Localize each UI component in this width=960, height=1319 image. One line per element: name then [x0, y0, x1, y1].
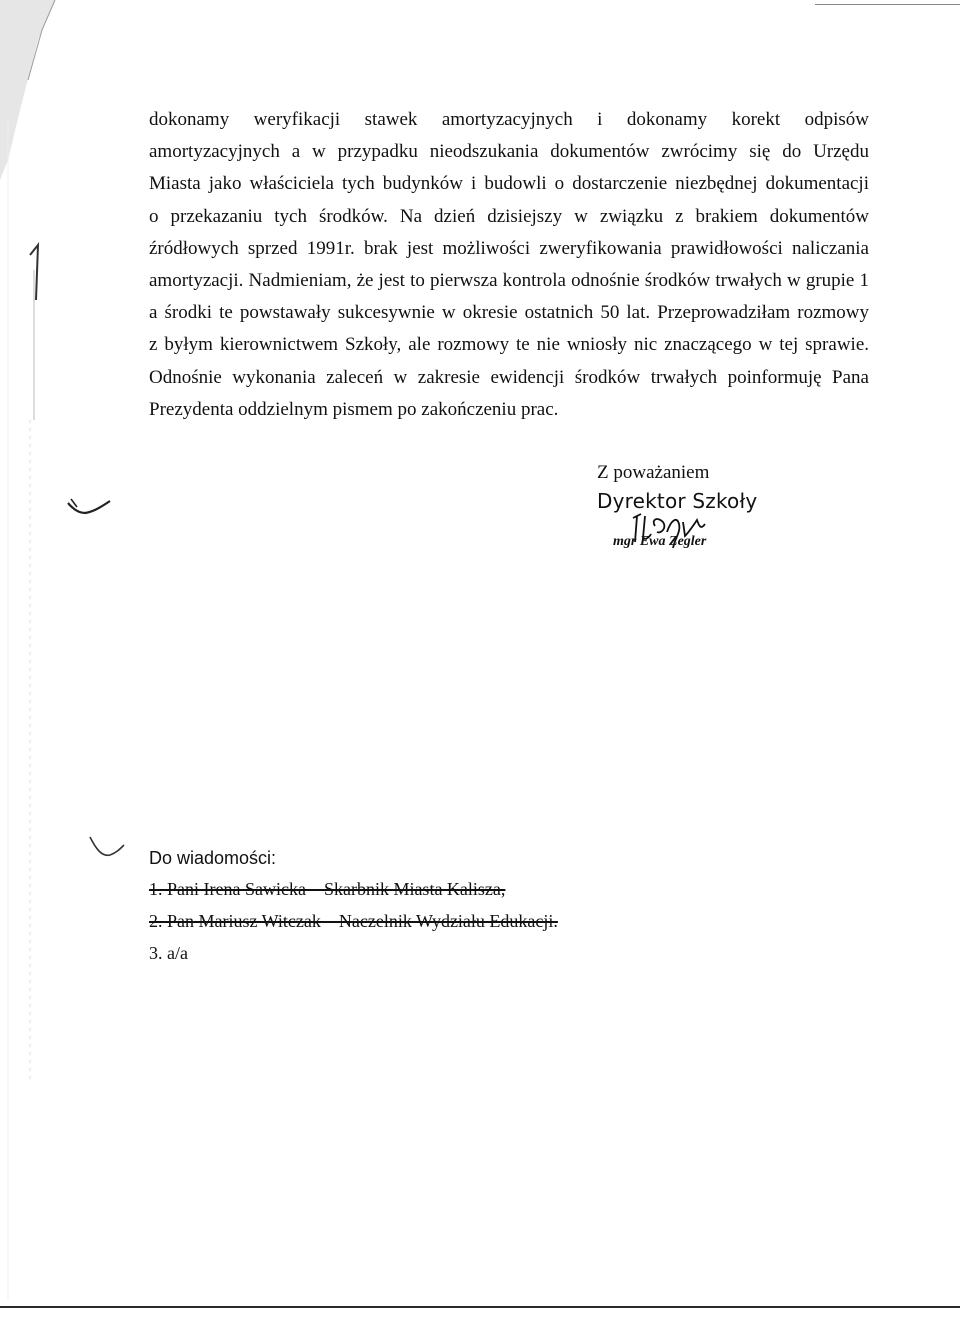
body-line: dokonamy weryfikacji stawek amortyzacyjnych i dokonamy korekt odpisów [149, 109, 869, 130]
body-line: a środki te powstawały sukcesywnie w okresie ostatnich 50 lat. Przeprowadziłam rozmowy [149, 302, 869, 324]
closing-greeting: Z poważaniem [597, 462, 710, 483]
body-line: o przekazaniu tych środków. Na dzień dzisiejszy w związku z brakiem dokumentów [149, 205, 869, 227]
scan-margin-artifact [0, 0, 60, 1319]
distribution-heading: Do wiadomości: [149, 848, 277, 868]
distribution-item: 2. Pan Mariusz Witczak – Naczelnik Wydziału Edukacji. [149, 911, 558, 931]
check-mark-icon [88, 833, 128, 863]
scan-top-edge [815, 4, 960, 5]
distribution-item: 1. Pani Irena Sawicka – Skarbnik Miasta Kalisza, [149, 879, 506, 899]
body-line: Odnośnie wykonania zaleceń w zakresie ewidencji środków trwałych poinformuję Pana [149, 366, 869, 388]
body-line: Prezydenta oddzielnym pismem po zakończeniu prac. [149, 398, 559, 420]
body-line: amortyzacji. Nadmieniam, że jest to pierwsza kontrola odnośnie środków trwałych w grupie 1 [149, 270, 869, 292]
distribution-item: 3. a/a [149, 943, 188, 963]
letter-body [149, 104, 869, 426]
body-line: amortyzacyjnych a w przypadku nieodszukania dokumentów zwrócimy się do Urzędu [149, 141, 869, 163]
distribution-list [149, 843, 558, 969]
check-mark-icon [65, 495, 115, 520]
body-line: Miasta jako właściciela tych budynków i budowli o dostarczenie niezbędnej dokumentacji [149, 173, 869, 195]
scan-bottom-edge [0, 1306, 960, 1308]
closing-block [597, 460, 758, 549]
signer-title: Dyrektor Szkoły [597, 489, 758, 513]
body-line: z byłym kierownictwem Szkoły, ale rozmowy te nie wniosły nic znaczącego w tej sprawie. [149, 334, 869, 356]
body-line: źródłowych sprzed 1991r. brak jest możliwości zweryfikowania prawidłowości naliczania [149, 237, 869, 259]
signer-name: mgr Ewa Zegler [613, 534, 707, 549]
